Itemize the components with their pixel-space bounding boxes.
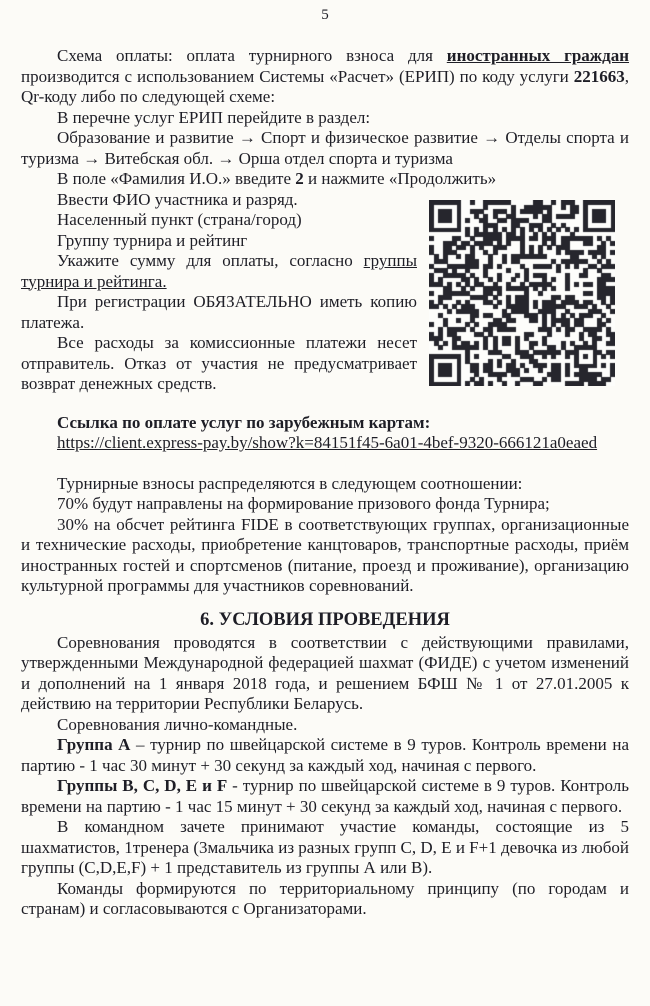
conditions-rules-paragraph: Соревнования проводятся в соответствии с действующими правилами, утвержденными Международной федерацией шахмат (ФИДЕ) с учетом изменений и дополнений на 1 января 2018 года, и решением БФШ № 1 от 27.01.2005 к действию на территории Республики Беларусь. [21, 632, 629, 713]
step-city-line: Населенный пункт (страна/город) [57, 210, 302, 229]
amount-underline: группы турнира и рейтинга. [21, 251, 417, 291]
fees-intro-line: Турнирные взносы распределяются в следующем соотношении: [57, 473, 523, 493]
commission-note: Все расходы за комиссионные платежи несет отправитель. Отказ от участия не предусматривает возврат денежных средств. [21, 333, 417, 393]
foreign-cards-label: Ссылка по оплате услуг по зарубежным картам: [57, 412, 431, 432]
step-fio-line: Ввести ФИО участника и разряд. [57, 189, 298, 209]
erip-path-line: Образование и развитие → Спорт и физическое развитие → Отделы спорта и туризма → Витебская обл. → Орша отдел спорта и туризма [21, 128, 629, 168]
page-number: 5 [321, 7, 329, 23]
payment-scheme-text: , Qr-коду либо по следующей схеме: [21, 66, 629, 106]
conditions-format-line: Соревнования лично-командные. [57, 714, 298, 734]
team-formation-paragraph: Команды формируются по территориальному принципу (по городам и странам) и согласовываются с Организаторами. [21, 878, 629, 918]
surname-field-value: 2 [295, 169, 304, 188]
payment-scheme-text: Схема оплаты: оплата турнирного взноса для [57, 46, 447, 65]
groups-bcdef-label: Группы B, C, D, E и F [57, 776, 228, 795]
section-heading-conditions: 6. УСЛОВИЯ ПРОВЕДЕНИЯ [200, 609, 450, 630]
surname-field-text: В поле «Фамилия И.О.» введите [57, 169, 296, 188]
fees-prize-fund-line: 70% будут направлены на формирование призового фонда Турнира; [57, 494, 550, 513]
groups-bcdef-paragraph [21, 776, 629, 817]
groups-bcdef-text: - турнир по швейцарской системе в 9 туров. Контроль времени на партию - 1 час 15 минут + 30 секунд за каждый ход, начиная с первого. [21, 776, 630, 816]
payment-scheme-text: производится с использованием Системы «Расчет» (ЕРИП) по коду услуги [21, 66, 574, 86]
group-a-label: Группа А [57, 735, 131, 754]
payment-scheme-paragraph [21, 46, 629, 108]
registration-note: При регистрации ОБЯЗАТЕЛЬНО иметь копию платежа. [21, 292, 417, 332]
payment-url-link[interactable]: https://client.express-pay.by/show?k=84151f45-6a01-4bef-9320-666121a0eaed [57, 433, 598, 452]
surname-field-line [21, 169, 629, 190]
group-a-paragraph [21, 735, 629, 776]
fees-expenses-paragraph: 30% на обсчет рейтинга FIDE в соответствующих группах, организационные и технические расходы, приобретение канцтоваров, транспортные расходы, приём иностранных гостей и спортсменов (питание, проезд и проживание), организацию культурной программы для участников соревнований. [21, 514, 629, 595]
erip-intro-line: В перечне услуг ЕРИП перейдите в раздел: [57, 107, 371, 127]
group-a-text: – турнир по швейцарской системе в 9 туров. Контроль времени на партию - 1 час 30 минут + 30 секунд за каждый ход, начиная с первого. [21, 735, 629, 775]
amount-text: Укажите сумму для оплаты, согласно [57, 251, 364, 270]
qr-code-image [429, 200, 615, 386]
foreign-citizens-emphasis: иностранных граждан [446, 46, 630, 65]
team-rule-paragraph: В командном зачете принимают участие команды, состоящие из 5 шахматистов, 1тренера (3мальчика из разных групп C, D, E и F+1 девочка из любой группы (C,D,E,F) + 1 представитель из группы А или В). [21, 817, 629, 877]
service-code: 221663 [573, 66, 625, 86]
step-group-line: Группу турнира и рейтинг [57, 230, 248, 250]
surname-field-text: и нажмите «Продолжить» [303, 169, 497, 188]
payment-qr-code [429, 200, 615, 386]
